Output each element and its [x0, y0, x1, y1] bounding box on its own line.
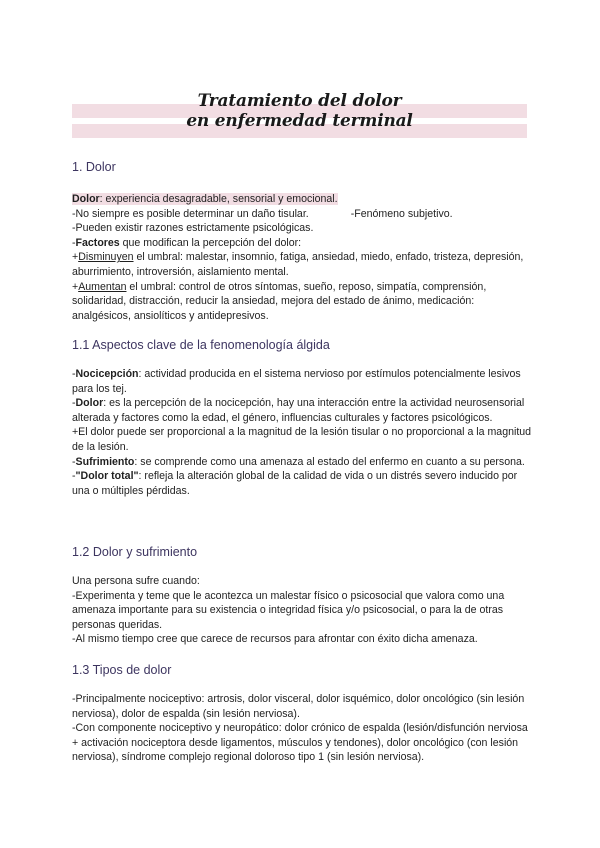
document-title-line-2: en enfermedad terminal: [186, 111, 413, 131]
paragraph: [72, 280, 532, 324]
text: -: [72, 470, 76, 483]
term: Dolor: [75, 397, 104, 410]
text: -: [72, 368, 76, 380]
text: que modifican la percepción del dolor:: [119, 236, 302, 249]
text: : se comprende como una amenaza al estado del enfermo en cuanto a su persona.: [134, 455, 525, 468]
text: -: [72, 455, 76, 468]
paragraph: [72, 367, 532, 396]
paragraph: [72, 250, 532, 279]
text: -Fenómeno subjetivo.: [350, 207, 453, 220]
text: : experiencia desagradable, sensorial y emocional.: [99, 193, 338, 205]
text: : refleja la alteración global de la calidad de vida o un distrés severo inducido por una o múltiples pérdidas.: [72, 470, 518, 497]
paragraph: -Al mismo tiempo cree que carece de recursos para afrontar con éxito dicha amenaza.: [72, 633, 478, 646]
text: -No siempre es posible determinar un daño tisular.: [72, 207, 309, 220]
section-heading-sufrimiento: 1.2 Dolor y sufrimiento: [72, 545, 198, 559]
term: "Dolor total": [75, 470, 139, 483]
paragraph: -Principalmente nociceptivo: artrosis, dolor visceral, dolor isquémico, dolor oncológico (sin lesión nerviosa), dolor de espalda (sin lesión nerviosa).: [72, 693, 525, 720]
text: el umbral: control de otros síntomas, sueño, reposo, simpatía, comprensión, solidaridad, distracción, reducir la ansiedad, mejora del estado de ánimo, medicación: analgésicos, ansiolíticos y antidepresivos.: [72, 280, 487, 322]
section-heading-dolor: 1. Dolor: [72, 160, 116, 174]
term: Dolor: [72, 193, 100, 205]
document-title-line-1: Tratamiento del dolor: [197, 91, 402, 111]
term: Sufrimiento: [75, 455, 135, 468]
paragraph: [72, 396, 532, 425]
text: +: [72, 280, 79, 293]
paragraph: -Con componente nociceptivo y neuropático: dolor crónico de espalda (lesión/disfunción nerviosa + activación nociceptora desde ligamentos, músculos y tendones), dolor oncológico (con lesión nerviosa), síndrome complejo regional doloroso tipo 1 (sin lesión nerviosa).: [72, 722, 528, 764]
text: -: [72, 236, 76, 249]
section-tipos-body: [72, 692, 532, 765]
term: Aumentan: [78, 280, 127, 293]
paragraph: -Pueden existir razones estrictamente psicológicas.: [72, 222, 314, 235]
text: el umbral: malestar, insomnio, fatiga, ansiedad, miedo, enfado, tristeza, depresión, aburrimiento, introversión, aislamiento mental.: [72, 251, 524, 278]
text: +: [72, 251, 79, 264]
paragraph: [72, 207, 532, 222]
definition-line: [72, 192, 532, 207]
section-dolor-body: [72, 192, 532, 323]
paragraph: Una persona sufre cuando:: [72, 575, 200, 587]
section-heading-tipos: 1.3 Tipos de dolor: [72, 663, 172, 677]
definition-highlight: [72, 193, 338, 205]
paragraph: +El dolor puede ser proporcional a la magnitud de la lesión tisular o no proporcional a la magnitud de la lesión.: [72, 426, 532, 453]
section-heading-aspectos: 1.1 Aspectos clave de la fenomenología álgida: [72, 338, 330, 352]
section-sufrimiento-body: [72, 574, 532, 647]
term: Disminuyen: [78, 251, 134, 264]
paragraph: [72, 469, 532, 498]
paragraph: [72, 455, 532, 470]
paragraph: [72, 236, 532, 251]
term: Nocicepción: [75, 368, 139, 380]
section-aspectos-body: [72, 367, 532, 498]
text: -: [72, 397, 76, 410]
term: Factores: [75, 236, 120, 249]
paragraph: -Experimenta y teme que le acontezca un malestar físico o psicosocial que valora como una amenaza importante para su existencia o integridad física y/o psicosocial, o para la de otras personas queridas.: [72, 589, 505, 631]
text: : actividad producida en el sistema nervioso por estímulos potencialmente lesivos para los tej.: [72, 368, 521, 395]
text: : es la percepción de la nocicepción, hay una interacción entre la actividad neurosensorial alterada y factores como la edad, el género, influencias culturales y factores psicológicos.: [72, 397, 525, 424]
